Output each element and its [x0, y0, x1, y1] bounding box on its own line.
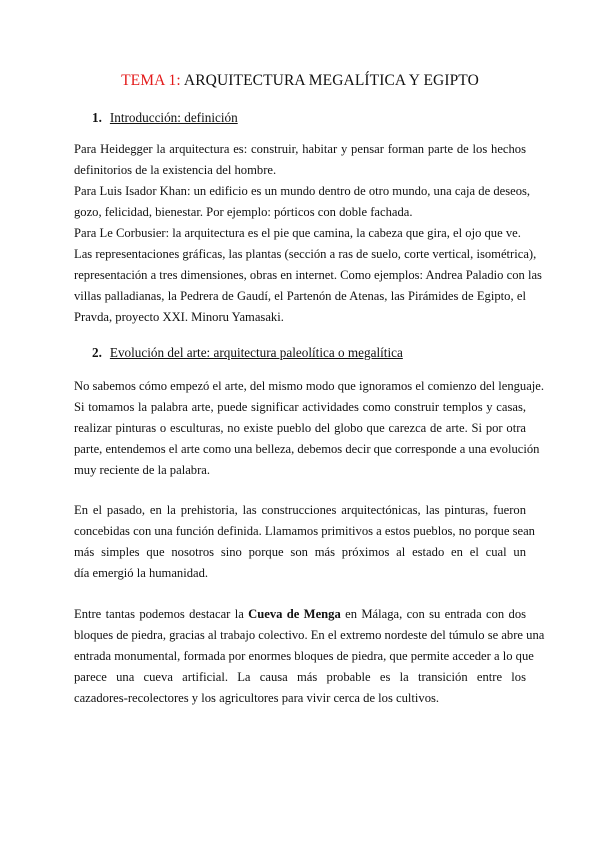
paragraph-line: villas palladianas, la Pedrera de Gaudí, el Partenón de Atenas, las Pirámides de Egipto, el	[74, 289, 526, 303]
page-title	[0, 71, 600, 91]
section-number: 1.	[92, 110, 102, 125]
text-run: en Málaga, con su entrada con dos	[340, 607, 527, 621]
paragraph-line: cazadores-recolectores y los agricultores para vivir cerca de los cultivos.	[74, 691, 440, 705]
paragraph-line: gozo, felicidad, bienestar. Por ejemplo: pórticos con doble fachada.	[74, 205, 413, 219]
paragraph-line: Para Luis Isador Khan: un edificio es un mundo dentro de otro mundo, una caja de deseos,	[74, 184, 531, 198]
paragraph-line: definitorios de la existencia del hombre.	[74, 163, 277, 177]
paragraph-line: Si tomamos la palabra arte, puede significar actividades como construir templos y casas,	[74, 400, 526, 414]
section-heading-label: Evolución del arte: arquitectura paleolítica o megalítica	[109, 345, 403, 360]
section-2-heading	[92, 344, 403, 362]
paragraph-line: No sabemos cómo empezó el arte, del mismo modo que ignoramos el comienzo del lenguaje.	[74, 379, 545, 393]
paragraph-line: Para Le Corbusier: la arquitectura es el pie que camina, la cabeza que gira, el ojo que ve.	[74, 226, 521, 240]
paragraph-line: entrada monumental, formada por enormes bloques de piedra, que permite acceder a lo que	[74, 649, 534, 663]
cueva-de-menga-bold: Cueva de Menga	[248, 607, 341, 621]
paragraph-line: Pravda, proyecto XXI. Minoru Yamasaki.	[74, 310, 284, 324]
paragraph-line: representación a tres dimensiones, obras en internet. Como ejemplos: Andrea Paladio con las	[74, 268, 542, 282]
section-1-heading	[92, 109, 238, 127]
paragraph-line: En el pasado, en la prehistoria, las construcciones arquitectónicas, las pinturas, fueron	[74, 503, 526, 517]
section-heading-label: Introducción: definición	[109, 110, 238, 125]
paragraph-line: más simples que nosotros sino porque son más próximos al estado en el cual un	[74, 545, 526, 559]
title-main: ARQUITECTURA MEGALÍTICA Y EGIPTO	[183, 72, 479, 89]
paragraph-line: muy reciente de la palabra.	[74, 463, 211, 477]
paragraph-line: Para Heidegger la arquitectura es: construir, habitar y pensar forman parte de los hechos	[74, 142, 526, 156]
text-run: Entre tantas podemos destacar la	[74, 607, 249, 621]
paragraph-line: día emergió la humanidad.	[74, 566, 209, 580]
paragraph-line: parte, entendemos el arte como una belleza, debemos decir que corresponde a una evolución	[74, 442, 540, 456]
paragraph-line: realizar pinturas o esculturas, no existe pueblo del globo que carezca de arte. Si por otra	[74, 421, 526, 435]
paragraph-line: concebidas con una función definida. Llamamos primitivos a estos pueblos, no porque sean	[74, 524, 535, 538]
paragraph-line: bloques de piedra, gracias al trabajo colectivo. En el extremo nordeste del túmulo se abre una	[74, 628, 545, 642]
section-number: 2.	[92, 345, 102, 360]
paragraph-line: Las representaciones gráficas, las plantas (sección a ras de suelo, corte vertical, isométrica),	[74, 247, 537, 261]
title-prefix: TEMA 1:	[121, 72, 181, 89]
paragraph-line: parece una cueva artificial. La causa más probable es la transición entre los	[74, 670, 526, 684]
paragraph-line	[74, 604, 526, 625]
